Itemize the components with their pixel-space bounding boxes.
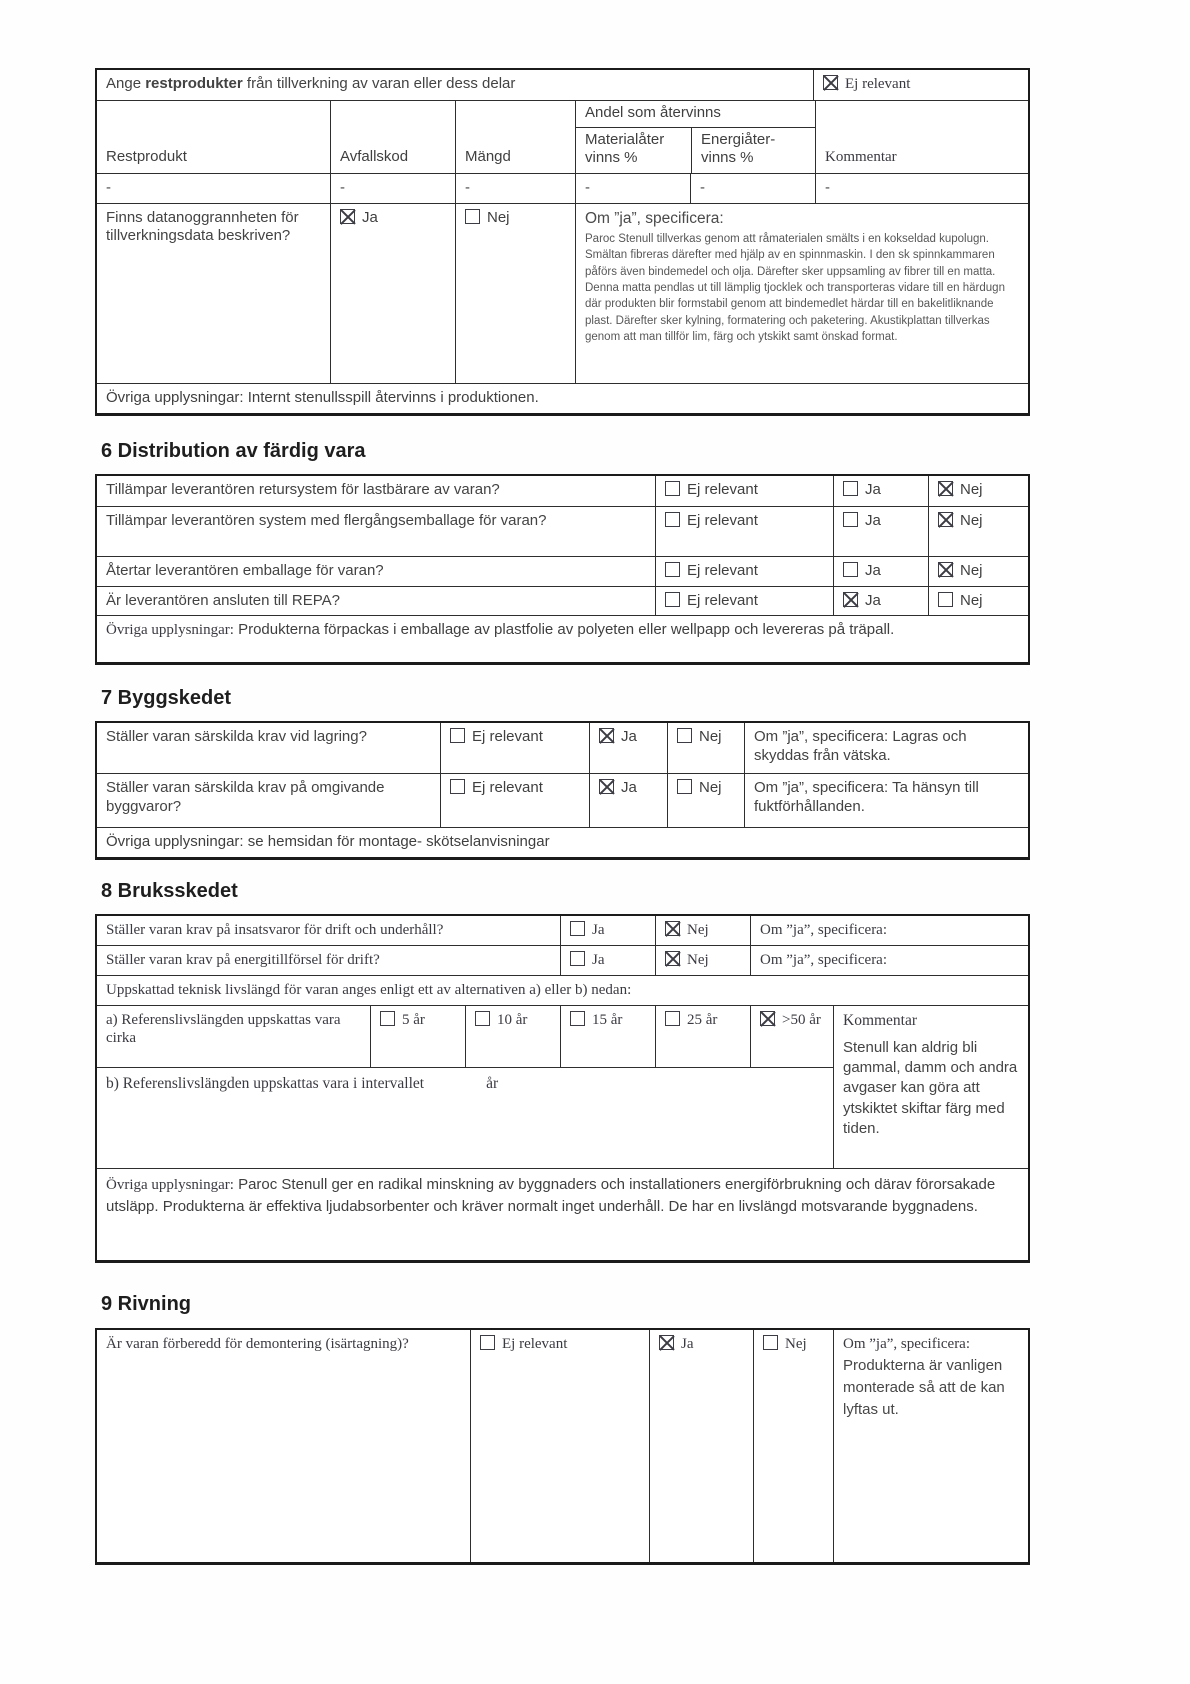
checkbox-label: Nej	[687, 952, 709, 968]
spec-label: Om ”ja”, specificera:	[843, 1335, 971, 1352]
checkbox-icon[interactable]	[570, 1011, 585, 1026]
ovriga-label: Övriga upplysningar:	[106, 388, 244, 406]
s6-r1-ja[interactable]	[833, 476, 928, 506]
s8-r2-spec: Om ”ja”, specificera:	[750, 946, 1028, 975]
s7-r1-ja[interactable]	[589, 723, 667, 773]
demolition-table	[95, 1328, 1030, 1565]
checkbox-label: Ej relevant	[687, 511, 758, 529]
checkbox-label: Ej relevant	[687, 480, 758, 498]
s7-question-1: Ställer varan särskilda krav vid lagring?	[106, 728, 367, 746]
checkbox-icon[interactable]	[665, 512, 680, 527]
header-restprodukt: Restprodukt	[106, 148, 187, 165]
s7-r1-spec: Om ”ja”, specificera: Lagras och skyddas från vätska.	[744, 723, 1028, 773]
s8-alt-a-label: a) Referenslivslängden uppskattas vara cirka	[106, 1011, 341, 1047]
empty-energi: -	[690, 174, 815, 203]
s8-question-2: Ställer varan krav på energitillförsel för drift?	[106, 952, 380, 968]
checkbox-label: Nej	[699, 728, 722, 746]
s6-r3-ej-relevant[interactable]	[655, 557, 833, 586]
header-andel-som-atervinns: Andel som återvinns	[576, 101, 815, 128]
header-energiatervinns: Energiåter- vinns %	[691, 128, 815, 173]
checkbox-label: Ej relevant	[472, 779, 543, 797]
checkbox-icon[interactable]	[823, 75, 838, 90]
construction-table	[95, 721, 1030, 860]
ovriga-text: Paroc Stenull ger en radikal minskning av byggnaders och installationers energiförbrukning och därav förorsakade utsläpp. Produkterna är effektiva ljudabsorbenter och kräver normalt inget underhåll. De har en livslängd motsvarande byggnadens.	[106, 1175, 996, 1216]
title-bold: restprodukter	[145, 75, 243, 92]
title-post: från tillverkning av varan eller dess delar	[242, 75, 516, 92]
checkbox-label: Nej	[687, 922, 709, 938]
s9-nej[interactable]	[753, 1330, 833, 1562]
checkbox-label: 10 år	[497, 1011, 528, 1028]
s8-option-50ar[interactable]	[750, 1006, 833, 1067]
checkbox-label: >50 år	[782, 1011, 821, 1028]
s7-r2-ja[interactable]	[589, 774, 667, 827]
s8-lifespan-intro: Uppskattad teknisk livslängd för varan anges enligt ett av alternativen a) eller b) nedan:	[106, 981, 632, 998]
s7-r2-ej-relevant[interactable]	[440, 774, 589, 827]
checkbox-label: Ja	[865, 591, 881, 609]
s9-spec-cell	[833, 1330, 1028, 1562]
s6-r3-nej[interactable]	[928, 557, 1028, 586]
s7-question-2: Ställer varan särskilda krav på omgivande byggvaror?	[106, 779, 385, 815]
header-kommentar: Kommentar	[815, 101, 1028, 173]
checkbox-icon[interactable]	[938, 592, 953, 607]
s8-option-15ar[interactable]	[560, 1006, 655, 1067]
empty-restprodukt: -	[106, 178, 111, 196]
spec-text: Paroc Stenull tillverkas genom att råmaterialen smälts i en kokseldad kupolugn. Smältan fibreras därefter med hjälp av en spinnmaskin. I den sk spinnkammaren påförs även bindemedel och olja. Därefter sker uppsamling av fibrer till en matta. Denna matta pendlas ut till lämplig tjocklek och transporteras vidare till en härdugn där produkten blir formstabil genom att bindemedlet härdar till en bakelitliknande plast. Därefter sker kylning, formatering och paketering. Akustikplattan tillverkas genom att man tillför lim, färg och ytskikt samt önskad format.	[585, 232, 1005, 343]
checkbox-label: Ja	[865, 511, 881, 529]
checkbox-label: Ja	[865, 480, 881, 498]
checkbox-label: Ej relevant	[845, 76, 911, 92]
header-mangd: Mängd	[455, 101, 575, 173]
s8-question-1: Ställer varan krav på insatsvaror för drift och underhåll?	[106, 922, 444, 938]
s7-r1-ej-relevant[interactable]	[440, 723, 589, 773]
checkbox-label: Ej relevant	[687, 561, 758, 579]
checkbox-icon[interactable]	[450, 779, 465, 794]
header-avfallskod: Avfallskod	[330, 101, 455, 173]
checkbox-label: Ja	[681, 1335, 694, 1352]
checkbox-icon[interactable]	[843, 481, 858, 496]
checkbox-label: Ej relevant	[472, 728, 543, 746]
s6-question-4: Är leverantören ansluten till REPA?	[106, 591, 341, 609]
checkbox-icon[interactable]	[665, 1011, 680, 1026]
checkbox-label: Nej	[785, 1335, 807, 1352]
checkbox-label: Nej	[960, 591, 983, 609]
distribution-table	[95, 474, 1030, 666]
checkbox-label: Ej relevant	[687, 591, 758, 609]
s6-r4-ej-relevant[interactable]	[655, 587, 833, 616]
kommentar-text: Stenull kan aldrig bli gammal, damm och andra avgaser kan göra att ytskiktet skiftar färg med tiden.	[843, 1038, 1018, 1137]
accuracy-nej-option[interactable]	[455, 204, 575, 383]
waste-ovriga-upplysningar	[97, 384, 1028, 413]
checkbox-label: Ja	[362, 208, 378, 226]
section-8-heading: 8 Bruksskedet	[101, 880, 238, 902]
s7-ovriga-upplysningar	[97, 828, 1028, 857]
ovriga-label: Övriga upplysningar:	[106, 622, 234, 639]
checkbox-icon[interactable]	[665, 951, 680, 966]
s8-lifespan-block	[97, 1006, 833, 1168]
section-9-heading: 9 Rivning	[101, 1292, 192, 1315]
checkbox-icon[interactable]	[570, 951, 585, 966]
checkbox-icon[interactable]	[450, 728, 465, 743]
s7-r1-nej[interactable]	[667, 723, 744, 773]
checkbox-icon[interactable]	[760, 1011, 775, 1026]
s6-question-2: Tillämpar leverantören system med flergångsemballage för varan?	[106, 511, 547, 529]
ovriga-text: Internt stenullsspill återvinns i produktionen.	[243, 388, 539, 406]
checkbox-label: Nej	[960, 480, 983, 498]
checkbox-icon[interactable]	[938, 562, 953, 577]
s6-r2-nej[interactable]	[928, 507, 1028, 556]
s6-r3-ja[interactable]	[833, 557, 928, 586]
s8-r1-ja[interactable]	[560, 916, 655, 945]
accuracy-spec-cell	[575, 204, 1028, 383]
s6-r4-nej[interactable]	[928, 587, 1028, 616]
s7-r2-spec: Om ”ja”, specificera: Ta hänsyn till fuktförhållanden.	[744, 774, 1028, 827]
checkbox-label: Nej	[487, 208, 510, 226]
checkbox-icon[interactable]	[340, 209, 355, 224]
checkbox-icon[interactable]	[843, 512, 858, 527]
checkbox-label: Nej	[960, 511, 983, 529]
s6-question-3: Återtar leverantören emballage för varan?	[106, 561, 384, 579]
checkbox-label: Ja	[592, 952, 605, 968]
s8-r1-spec: Om ”ja”, specificera:	[750, 916, 1028, 945]
ovriga-label: Övriga upplysningar:	[106, 833, 244, 851]
checkbox-icon[interactable]	[570, 921, 585, 936]
checkbox-icon[interactable]	[475, 1011, 490, 1026]
s8-r1-nej[interactable]	[655, 916, 750, 945]
ovriga-label: Övriga upplysningar:	[106, 1176, 234, 1193]
checkbox-label: Ja	[621, 728, 637, 746]
accuracy-ja-option[interactable]	[330, 204, 455, 383]
spec-title: Om ”ja”, specificera:	[585, 209, 724, 227]
s6-r2-ja[interactable]	[833, 507, 928, 556]
ovriga-text: se hemsidan för montage- skötselanvisningar	[243, 833, 550, 851]
s6-r1-ej-relevant[interactable]	[655, 476, 833, 506]
s8-alt-b-label: b) Referenslivslängden uppskattas vara i intervallet	[106, 1074, 425, 1092]
empty-mangd: -	[455, 174, 575, 203]
s9-ej-relevant[interactable]	[470, 1330, 649, 1562]
checkbox-icon[interactable]	[677, 728, 692, 743]
waste-table-title	[97, 70, 813, 100]
s8-option-10ar[interactable]	[465, 1006, 560, 1067]
s8-r2-ja[interactable]	[560, 946, 655, 975]
title-pre: Ange	[106, 75, 146, 92]
s6-question-1: Tillämpar leverantören retursystem för lastbärare av varan?	[106, 480, 500, 498]
checkbox-icon[interactable]	[665, 562, 680, 577]
s8-option-25ar[interactable]	[655, 1006, 750, 1067]
checkbox-label: 5 år	[402, 1011, 425, 1028]
checkbox-icon[interactable]	[665, 481, 680, 496]
section-6-heading: 6 Distribution av färdig vara	[101, 439, 366, 462]
checkbox-label: Ja	[621, 779, 637, 797]
checkbox-label: 15 år	[592, 1011, 623, 1028]
waste-products-table	[95, 68, 1030, 416]
s6-r2-ej-relevant[interactable]	[655, 507, 833, 556]
header-andel-group	[575, 101, 815, 173]
s8-option-5ar[interactable]	[370, 1006, 465, 1067]
s7-r2-nej[interactable]	[667, 774, 744, 827]
s6-ovriga-upplysningar	[97, 616, 1028, 662]
checkbox-icon[interactable]	[659, 1335, 674, 1350]
checkbox-label: Ej relevant	[502, 1335, 568, 1352]
spec-text: Produkterna är vanligen monterade så att de kan lyftas ut.	[843, 1357, 1005, 1418]
checkbox-label: Ja	[592, 922, 605, 938]
checkbox-icon[interactable]	[843, 562, 858, 577]
empty-material: -	[575, 174, 690, 203]
checkbox-label: Ja	[865, 561, 881, 579]
checkbox-icon[interactable]	[665, 921, 680, 936]
s8-alt-b-unit: år	[486, 1074, 499, 1092]
checkbox-icon[interactable]	[599, 779, 614, 794]
usage-table	[95, 914, 1030, 1263]
accuracy-question: Finns datanoggrannheten för tillverkningsdata beskriven?	[106, 208, 299, 245]
checkbox-label: Nej	[960, 561, 983, 579]
empty-avfallskod: -	[330, 174, 455, 203]
checkbox-icon[interactable]	[763, 1335, 778, 1350]
empty-kommentar: -	[815, 174, 1028, 203]
header-materialatervinns: Materialåter vinns %	[585, 130, 665, 166]
checkbox-icon[interactable]	[843, 592, 858, 607]
checkbox-icon[interactable]	[599, 728, 614, 743]
s8-alt-b-row	[97, 1068, 833, 1166]
s8-r2-nej[interactable]	[655, 946, 750, 975]
s6-r1-nej[interactable]	[928, 476, 1028, 506]
checkbox-label: 25 år	[687, 1011, 718, 1028]
waste-ej-relevant-option[interactable]	[813, 70, 1028, 100]
checkbox-label: Nej	[699, 779, 722, 797]
checkbox-icon[interactable]	[665, 592, 680, 607]
checkbox-icon[interactable]	[380, 1011, 395, 1026]
s6-r4-ja[interactable]	[833, 587, 928, 616]
section-7-heading: 7 Byggskedet	[101, 687, 232, 710]
s8-ovriga-upplysningar	[97, 1169, 1028, 1260]
checkbox-icon[interactable]	[938, 481, 953, 496]
checkbox-icon[interactable]	[465, 209, 480, 224]
s9-question: Är varan förberedd för demontering (isärtagning)?	[106, 1335, 409, 1352]
checkbox-icon[interactable]	[480, 1335, 495, 1350]
s9-ja[interactable]	[649, 1330, 753, 1562]
checkbox-icon[interactable]	[938, 512, 953, 527]
form-content	[95, 68, 1030, 1565]
ovriga-text: Produkterna förpackas i emballage av plastfolie av polyeten eller wellpapp och levereras på träpall.	[233, 621, 895, 639]
checkbox-icon[interactable]	[677, 779, 692, 794]
s8-kommentar-cell	[833, 1006, 1028, 1168]
kommentar-label: Kommentar	[843, 1011, 918, 1029]
